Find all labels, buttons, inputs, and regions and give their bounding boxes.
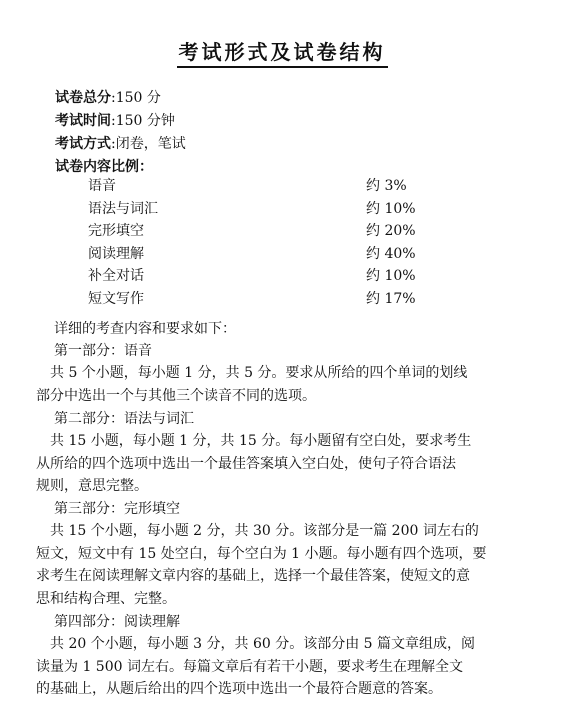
part-1-body: 共 5 个小题，每小题 1 分，共 5 分。要求从所给的四个单词的划线 部分中选出一个与其他三个读音不同的选项。 <box>36 365 468 404</box>
part-2-body: 共 15 小题，每小题 1 分，共 15 分。每小题留有空白处，要求考生 从所给的四个选项中选出一个最佳答案填入空白处，使句子符合语法 规则，意思完整。 <box>36 433 472 494</box>
total-score-line: 试卷总分:150 分 <box>55 90 161 106</box>
part-3-heading: 第三部分：完形填空 <box>54 501 180 517</box>
table-row: 补全对话 约 10% <box>88 268 416 285</box>
part-1-heading: 第一部分：语音 <box>54 343 152 359</box>
table-row: 语法与词汇 约 10% <box>88 200 416 217</box>
exam-time-line: 考试时间:150 分钟 <box>55 113 175 129</box>
part-4-body: 共 20 个小题，每小题 3 分，共 60 分。该部分由 5 篇文章组成，阅 读量为 1 500 词左右。每篇文章后有若干小题，要求考生在理解全文 的基础上，从题后给出的四个选项中选出一个最符合题意的答案。 <box>36 636 476 697</box>
exam-mode-line: 考试方式:闭卷，笔试 <box>55 136 186 152</box>
part-3-body: 共 15 个小题，每小题 2 分，共 30 分。该部分是一篇 200 词左右的 短文，短文中有 15 处空白，每个空白为 1 小题。每小题有四个选项，要 求考生在阅读理解文章内容的基础上，选择一个最佳答案，使短文的意 思和结构合理、完整。 <box>36 523 487 607</box>
content-ratio-label: 试卷内容比例： <box>55 159 153 175</box>
ratio-table <box>88 175 428 311</box>
table-row: 完形填空 约 20% <box>88 223 416 240</box>
table-row: 阅读理解 约 40% <box>88 245 416 262</box>
detail-intro: 详细的考查内容和要求如下： <box>54 321 236 337</box>
page-title: 考试形式及试卷结构 <box>0 36 564 65</box>
table-row: 语音 约 3% <box>88 178 407 194</box>
table-row: 短文写作 约 17% <box>88 290 416 307</box>
part-4-heading: 第四部分：阅读理解 <box>54 614 180 630</box>
part-2-heading: 第二部分：语法与词汇 <box>54 411 194 427</box>
